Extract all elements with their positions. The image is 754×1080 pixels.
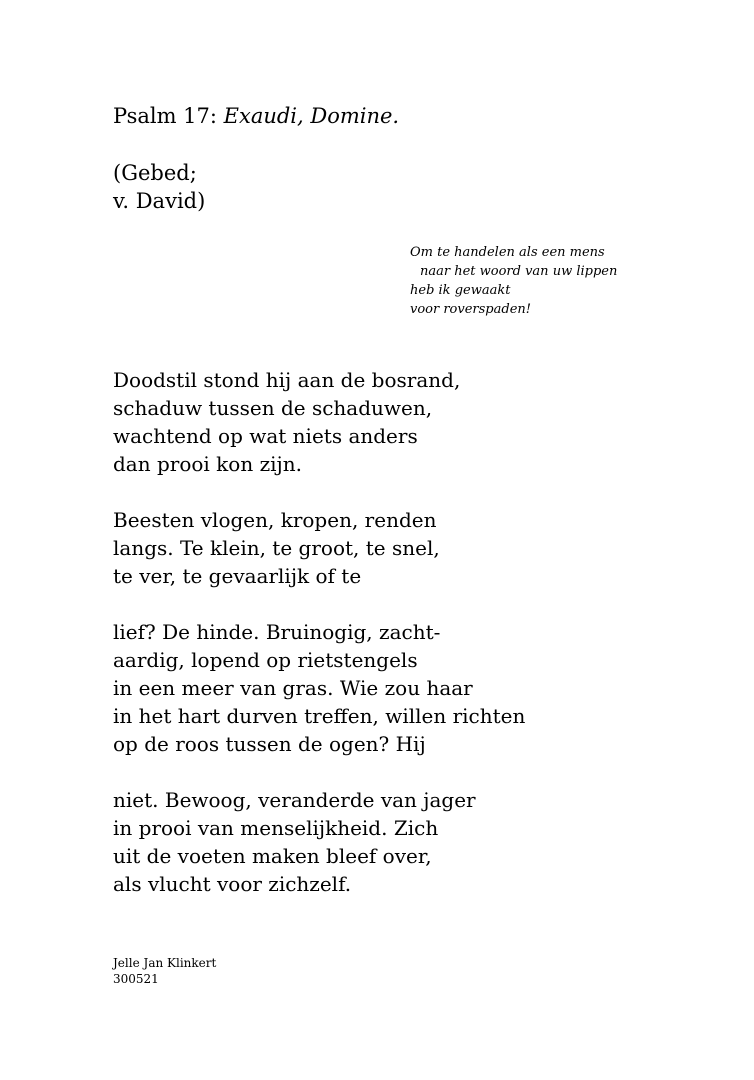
poem-line: lief? De hinde. Bruinogig, zacht- — [113, 620, 441, 644]
stanza — [113, 786, 525, 898]
date-stamp: 300521 — [113, 972, 159, 986]
poem-line: te ver, te gevaarlijk of te — [113, 564, 362, 588]
poem-line: als vlucht voor zichzelf. — [113, 872, 352, 896]
subtitle-line: v. David) — [113, 189, 206, 213]
poem-line: in het hart durven treffen, willen richten — [113, 704, 526, 728]
poem-line: Doodstil stond hij aan de bosrand, — [113, 368, 461, 392]
epigraph — [410, 243, 617, 319]
poem-line: langs. Te klein, te groot, te snel, — [113, 536, 440, 560]
signature-block — [113, 955, 216, 987]
author-name: Jelle Jan Klinkert — [113, 956, 217, 970]
poem-line: dan prooi kon zijn. — [113, 452, 302, 476]
poem-line: in een meer van gras. Wie zou haar — [113, 676, 473, 700]
poem-line: schaduw tussen de schaduwen, — [113, 396, 433, 420]
stanza — [113, 618, 525, 758]
stanza — [113, 366, 525, 478]
epigraph-line: Om te handelen als een mens — [410, 245, 605, 260]
page-title — [113, 102, 399, 130]
poem-line: in prooi van menselijkheid. Zich — [113, 816, 439, 840]
epigraph-line: naar het woord van uw lippen — [420, 264, 618, 279]
stanza — [113, 506, 525, 590]
subtitle — [113, 159, 205, 215]
title-latin: Exaudi, Domine. — [223, 104, 400, 128]
poem-line: op de roos tussen de ogen? Hij — [113, 732, 426, 756]
epigraph-line: heb ik gewaakt — [410, 283, 511, 298]
epigraph-line: voor roverspaden! — [410, 302, 531, 317]
poem-line: wachtend op wat niets anders — [113, 424, 418, 448]
poem-line: aardig, lopend op rietstengels — [113, 648, 418, 672]
subtitle-line: (Gebed; — [113, 161, 197, 185]
poem-line: niet. Bewoog, veranderde van jager — [113, 788, 476, 812]
poem-line: uit de voeten maken bleef over, — [113, 844, 432, 868]
poem-line: Beesten vlogen, kropen, renden — [113, 508, 437, 532]
poem-body — [113, 366, 525, 898]
title-prefix: Psalm 17: — [113, 104, 224, 128]
